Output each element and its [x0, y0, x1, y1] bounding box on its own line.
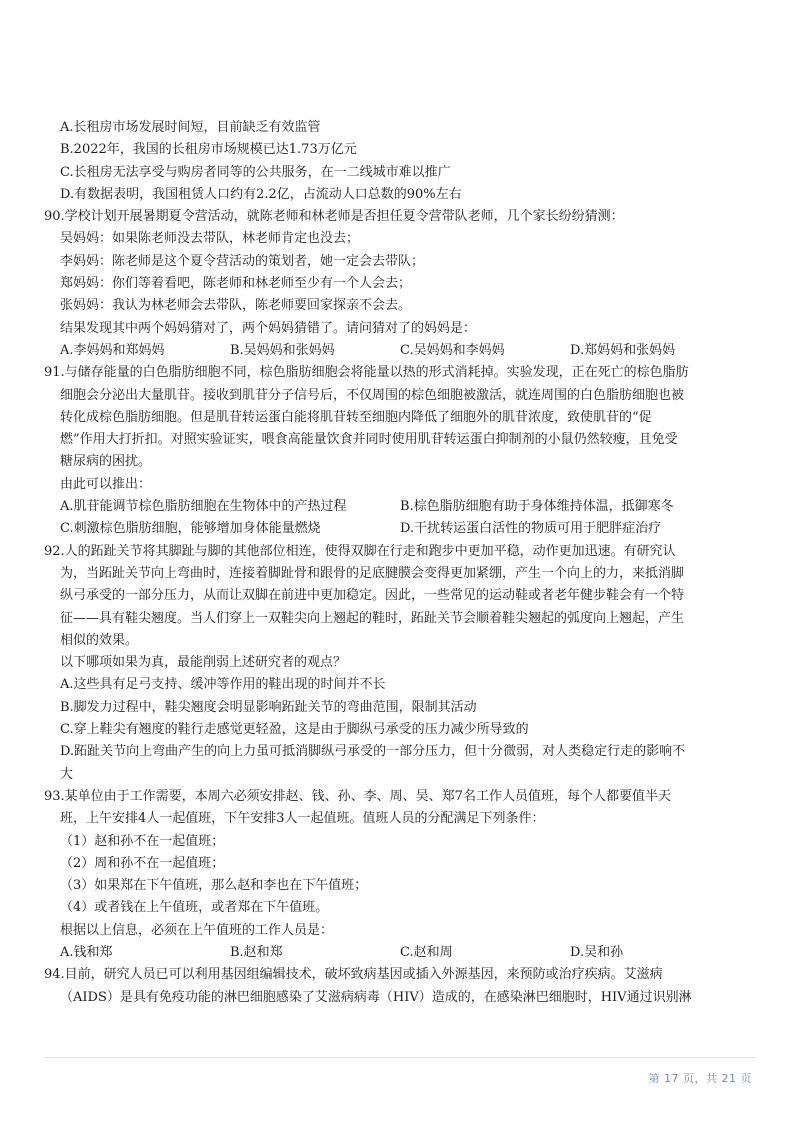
option-d: D.跖趾关节向上弯曲产生的向上力虽可抵消脚纵弓承受的一部分压力，但十分微弱，对人类稳定行走的影响不 — [60, 744, 686, 760]
option-a: A.这些具有足弓支持、缓冲等作用的鞋出现的时间并不长 — [60, 677, 386, 693]
question-94 — [44, 964, 756, 1009]
option-b: B.吴妈妈和张妈妈 — [230, 342, 335, 358]
option-a: A.肌苷能调节棕色脂肪细胞在生物体中的产热过程 — [60, 499, 347, 515]
option-c: C.长租房无法享受与购房者同等的公共服务，在一二线城市难以推广 — [60, 164, 451, 180]
stem-line: 93.某单位由于工作需要，本周六必须安排赵、钱、孙、李、周、吴、郑7名工作人员值班，每个人都要值半天 — [44, 788, 671, 804]
option-b: B.棕色脂肪细胞有助于身体维持体温，抵御寒冬 — [400, 499, 674, 515]
question-stem — [44, 541, 756, 652]
question-stem — [44, 362, 756, 473]
question-92 — [44, 541, 756, 786]
stem-line: 征——具有鞋尖翘度。当人们穿上一双鞋尖向上翘起的鞋时，跖趾关节会顺着鞋尖翘起的弧度向上翘起，产生 — [60, 610, 685, 626]
option-d: D.干扰转运蛋白活性的物质可用于肥胖症治疗 — [400, 521, 662, 537]
stem-line: 92.人的跖趾关节将其脚趾与脚的其他部位相连，使得双脚在行走和跑步中更加平稳，动作更加迅速。有研究认 — [44, 543, 676, 559]
option-a: A.李妈妈和郑妈妈 — [60, 342, 165, 358]
stem-line: （AIDS）是具有免疫功能的淋巴细胞感染了艾滋病病毒（HIV）造成的，在感染淋巴细胞时，HIV通过识别淋 — [60, 989, 692, 1005]
options-row — [44, 518, 756, 540]
statement-li: 李妈妈：陈老师是这个夏令营活动的策划者，她一定会去带队； — [60, 253, 425, 269]
statement-zheng: 郑妈妈：你们等着看吧，陈老师和林老师至少有一个人会去； — [60, 276, 412, 292]
stem-line: 细胞会分泌出大量肌苷。接收到肌苷分子信号后，不仅周围的棕色细胞被激活，就连周围的白色脂肪细胞也被 — [60, 387, 685, 403]
question-stem — [44, 786, 756, 831]
option-c: C.赵和周 — [400, 944, 453, 960]
question-prompt: 由此可以推出： — [60, 476, 152, 492]
option-c: C.吴妈妈和李妈妈 — [400, 342, 505, 358]
options-row — [44, 942, 756, 964]
question-93 — [44, 786, 756, 964]
stem-line: 91.与储存能量的白色脂肪细胞不同，棕色脂肪细胞会将能量以热的形式消耗掉。实验发现，正在死亡的棕色脂肪 — [44, 365, 689, 381]
question-stem — [44, 964, 756, 1009]
option-c: C.刺激棕色脂肪细胞，能够增加身体能量燃烧 — [60, 521, 321, 537]
stem-line: 燃”作用大打折扣。对照实验证实，喂食高能量饮食并同时使用肌苷转运蛋白抑制剂的小鼠仍然较瘦，且免受 — [60, 432, 678, 448]
option-d-continued: 大 — [60, 766, 74, 782]
previous-question-options — [44, 117, 756, 206]
option-d: D.吴和孙 — [570, 944, 624, 960]
option-a: A.钱和郑 — [60, 944, 113, 960]
option-b: B.脚发力过程中，鞋尖翘度会明显影响跖趾关节的弯曲范围，限制其活动 — [60, 699, 477, 715]
page-number: 第 17 页，共 21 页 — [648, 1072, 752, 1085]
condition-4: （4）或者钱在上午值班，或者郑在下午值班。 — [60, 900, 329, 916]
question-90 — [44, 206, 756, 362]
stem-line: 班，上午安排4人一起值班，下午安排3人一起值班。值班人员的分配满足下列条件： — [60, 811, 545, 827]
stem-line: 为，当跖趾关节向上弯曲时，连接着脚趾骨和跟骨的足底腱膜会变得更加紧绷，产生一个向上的力，来抵消脚 — [60, 565, 685, 581]
question-prompt: 根据以上信息，必须在上午值班的工作人员是： — [60, 922, 334, 938]
stem-line: 相似的效果。 — [60, 632, 139, 648]
question-prompt: 以下哪项如果为真，最能削弱上述研究者的观点？ — [60, 655, 347, 671]
condition-1: （1）赵和孙不在一起值班； — [60, 833, 225, 849]
option-c: C.穿上鞋尖有翘度的鞋行走感觉更轻盈，这是由于脚纵弓承受的压力减少所导致的 — [60, 722, 529, 738]
option-b: B.赵和郑 — [230, 944, 283, 960]
stem-line: 94.目前，研究人员已可以利用基因组编辑技术，破坏致病基因或插入外源基因，来预防或治疗疾病。艾滋病 — [44, 967, 663, 983]
question-prompt: 结果发现其中两个妈妈猜对了，两个妈妈猜错了。请问猜对了的妈妈是： — [60, 320, 477, 336]
stem-line: 纵弓承受的一部分压力，从而让双脚在前进中更加稳定。因此，一些常见的运动鞋或者老年健步鞋会有一个特 — [60, 588, 685, 604]
condition-3: （3）如果郑在下午值班，那么赵和李也在下午值班； — [60, 878, 368, 894]
option-b: B.2022年，我国的长租房市场规模已达1.73万亿元 — [60, 142, 357, 158]
question-stem: 90.学校计划开展暑期夏令营活动，就陈老师和林老师是否担任夏令营带队老师，几个家长纷纷猜测： — [44, 209, 624, 225]
option-a: A.长租房市场发展时间短，目前缺乏有效监管 — [60, 120, 321, 135]
page-content — [44, 117, 756, 1009]
stem-line: 转化成棕色脂肪细胞。但是肌苷转运蛋白能将肌苷转至细胞内降低了细胞外的肌苷浓度，致使肌苷的“促 — [60, 409, 652, 425]
stem-line: 糖尿病的困扰。 — [60, 454, 152, 470]
question-91 — [44, 362, 756, 540]
footer-divider — [44, 1057, 756, 1058]
statement-wu: 吴妈妈：如果陈老师没去带队，林老师肯定也没去； — [60, 231, 360, 247]
option-d: D.郑妈妈和张妈妈 — [570, 342, 676, 358]
options-row — [44, 340, 756, 362]
condition-2: （2）周和孙不在一起值班； — [60, 855, 225, 871]
option-d: D.有数据表明，我国租赁人口约有2.2亿，占流动人口总数的90%左右 — [60, 186, 462, 202]
options-row — [44, 496, 756, 518]
statement-zhang: 张妈妈：我认为林老师会去带队，陈老师要回家探亲不会去。 — [60, 298, 412, 314]
